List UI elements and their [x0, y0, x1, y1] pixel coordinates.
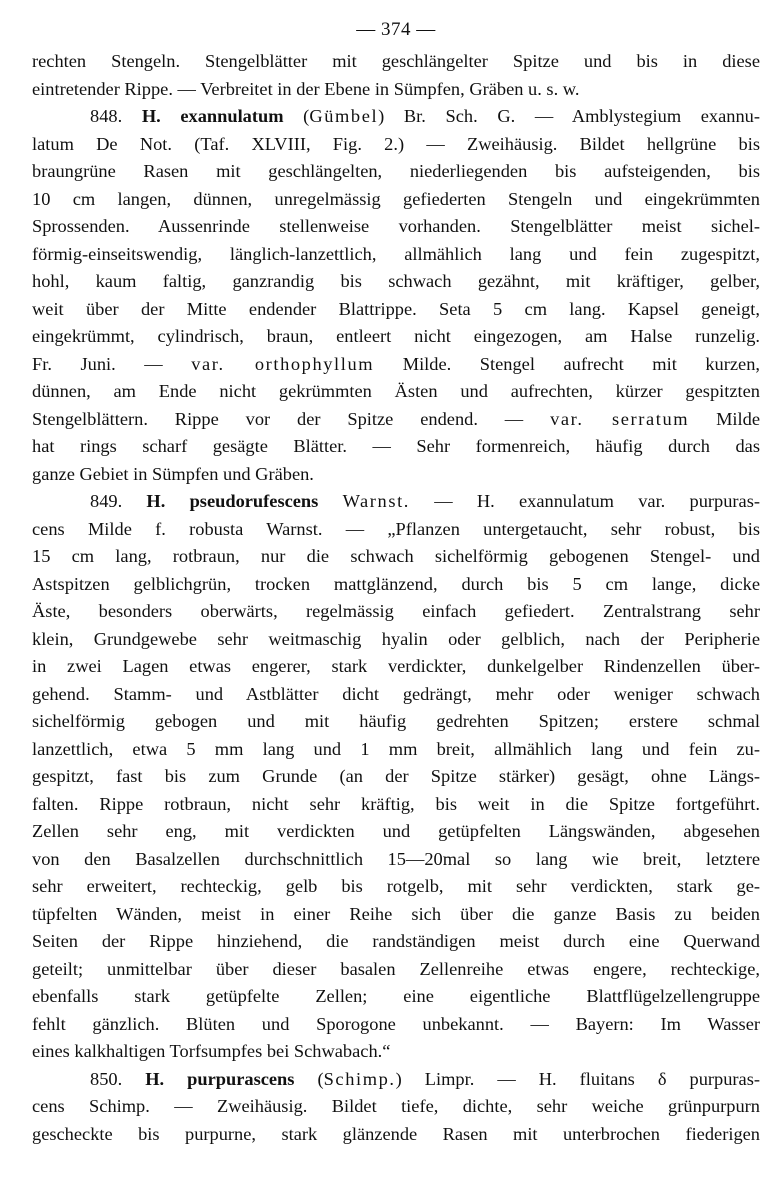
text-line	[32, 626, 760, 654]
text-line	[32, 818, 760, 846]
author-name: var. serratum	[550, 408, 690, 429]
text-segment: dünnen, am Ende nicht gekrümmten Ästen und aufrechten, kürzer gespitzten	[32, 381, 760, 401]
text-line	[32, 736, 760, 764]
species-name: H. purpurascens	[145, 1068, 295, 1089]
text-segment: Milde	[689, 408, 760, 429]
text-line	[32, 323, 760, 351]
text-segment: hat rings scharf gesägte Blätter. — Sehr formenreich, häufig durch das	[32, 436, 760, 456]
text-segment: tüpfelten Wänden, meist in einer Reihe sich über die ganze Basis zu beiden	[32, 903, 760, 924]
text-line	[32, 378, 760, 406]
body-text	[32, 48, 760, 1148]
text-segment: rechten Stengeln. Stengelblätter mit geschlängelter Spitze und bis in diese	[32, 51, 760, 71]
text-segment: braungrüne Rasen mit geschlängelten, niederliegenden bis aufsteigenden, bis	[32, 161, 760, 181]
text-line	[32, 1093, 760, 1121]
text-line	[32, 268, 760, 296]
text-segment: falten. Rippe rotbraun, nicht sehr kräftig, bis weit in die Spitze fortgeführt.	[32, 793, 760, 814]
text-segment: klein, Grundgewebe sehr weitmaschig hyalin oder gelblich, nach der Peripherie	[32, 628, 760, 649]
text-line	[32, 928, 760, 956]
text-segment: hohl, kaum faltig, ganzrandig bis schwach gezähnt, mit kräftiger, gelber,	[32, 271, 760, 291]
text-line	[32, 543, 760, 571]
text-segment: eintretender Rippe. — Verbreitet in der Ebene in Sümpfen, Gräben u. s. w.	[32, 78, 580, 99]
text-segment: 849.	[90, 491, 147, 511]
text-segment: latum De Not. (Taf. XLVIII, Fig. 2.) — Zweihäusig. Bildet hellgrüne bis	[32, 133, 760, 154]
text-segment: weit über der Mitte endender Blattrippe. Seta 5 cm lang. Kapsel geneigt,	[32, 298, 760, 319]
text-segment: ) Br. Sch. G. — Amblystegium exannu-	[378, 106, 760, 126]
text-segment: eingekrümmt, cylindrisch, braun, entleert nicht eingezogen, am Halse runzelig.	[32, 326, 760, 346]
text-segment: eines kalkhaltigen Torfsumpfes bei Schwabach.“	[32, 1041, 391, 1061]
text-segment: gehend. Stamm- und Astblätter dicht gedrängt, mehr oder weniger schwach	[32, 683, 760, 704]
text-segment: Astspitzen gelblichgrün, trocken mattglänzend, durch bis 5 cm lange, dicke	[32, 573, 760, 594]
text-line	[32, 653, 760, 681]
text-line	[32, 76, 760, 104]
text-line	[32, 213, 760, 241]
text-line	[32, 516, 760, 544]
text-segment: Seiten der Rippe hinziehend, die randständigen meist durch eine Querwand	[32, 931, 760, 951]
text-segment: cens Schimp. — Zweihäusig. Bildet tiefe, dichte, sehr weiche grünpurpurn	[32, 1096, 760, 1116]
text-segment: Äste, besonders oberwärts, regelmässig einfach gefiedert. Zentralstrang sehr	[32, 601, 760, 621]
text-line	[32, 103, 760, 131]
text-line	[32, 571, 760, 599]
text-segment: gescheckte bis purpurne, stark glänzende Rasen mit unterbrochen fiederigen	[32, 1123, 760, 1144]
text-line	[32, 296, 760, 324]
text-segment: Milde. Stengel aufrecht mit kurzen,	[374, 353, 760, 374]
text-segment: lanzettlich, etwa 5 mm lang und 1 mm breit, allmählich lang und fein zu-	[32, 738, 760, 759]
text-line	[32, 846, 760, 874]
author-name: Gümbel	[309, 106, 379, 126]
text-line	[32, 708, 760, 736]
text-segment: — H. exannulatum var. purpuras-	[410, 491, 760, 511]
text-segment: 10 cm langen, dünnen, unregelmässig gefiederten Stengeln und eingekrümmten	[32, 188, 760, 209]
text-segment: 850.	[90, 1068, 146, 1089]
text-line	[32, 1038, 760, 1066]
text-line	[32, 48, 760, 76]
text-line	[32, 461, 760, 489]
text-segment: sehr erweitert, rechteckig, gelb bis rotgelb, mit sehr verdickten, stark ge-	[32, 876, 760, 896]
text-segment: Zellen sehr eng, mit verdickten und getüpfelten Längswänden, abgesehen	[32, 821, 760, 841]
text-line	[32, 241, 760, 269]
text-segment: 848.	[90, 106, 142, 126]
text-line	[32, 351, 760, 379]
text-segment: von den Basalzellen durchschnittlich 15—20mal so lang wie breit, letztere	[32, 848, 760, 869]
species-name: H. pseudorufescens	[146, 491, 319, 511]
author-name: Warnst.	[342, 491, 410, 511]
text-line	[32, 131, 760, 159]
text-segment: förmig-einseitswendig, länglich-lanzettlich, allmählich lang und fein zugespitzt,	[32, 243, 760, 264]
text-segment: ebenfalls stark getüpfelte Zellen; eine eigentliche Blattflügelzellengruppe	[32, 986, 760, 1006]
text-segment: sichelförmig gebogen und mit häufig gedrehten Spitzen; erstere schmal	[32, 711, 760, 731]
author-name: Schimp.	[323, 1068, 396, 1089]
text-segment: Stengelblättern. Rippe vor der Spitze endend. —	[32, 408, 551, 429]
author-name: var. orthophyllum	[191, 353, 375, 374]
text-line	[32, 598, 760, 626]
text-segment: in zwei Lagen etwas engerer, stark verdickter, dunkelgelber Rindenzellen über-	[32, 656, 760, 676]
text-line	[32, 1066, 760, 1094]
text-line	[32, 763, 760, 791]
document-page	[32, 12, 760, 1188]
text-line	[32, 983, 760, 1011]
text-segment: 15 cm lang, rotbraun, nur die schwach sichelförmig gebogenen Stengel- und	[32, 546, 760, 566]
text-line	[32, 433, 760, 461]
text-segment: ) Limpr. — H. fluitans δ purpuras-	[395, 1068, 760, 1089]
text-segment: geteilt; unmittelbar über dieser basalen Zellenreihe etwas engere, rechteckige,	[32, 958, 760, 979]
text-line	[32, 681, 760, 709]
text-segment: Sprossenden. Aussenrinde stellenweise vorhanden. Stengelblätter meist sichel-	[32, 216, 760, 236]
text-segment: (	[283, 106, 310, 126]
text-line	[32, 406, 760, 434]
text-segment: Fr. Juni. —	[32, 353, 192, 374]
text-segment: fehlt gänzlich. Blüten und Sporogone unbekannt. — Bayern: Im Wasser	[32, 1013, 760, 1034]
text-line	[32, 488, 760, 516]
text-segment: cens Milde f. robusta Warnst. — „Pflanzen untergetaucht, sehr robust, bis	[32, 518, 760, 539]
text-segment: gespitzt, fast bis zum Grunde (an der Spitze stärker) gesägt, ohne Längs-	[32, 766, 760, 786]
text-segment: (	[294, 1068, 324, 1089]
text-line	[32, 158, 760, 186]
text-line	[32, 791, 760, 819]
text-segment	[318, 491, 342, 511]
text-segment: ganze Gebiet in Sümpfen und Gräben.	[32, 463, 314, 484]
text-line	[32, 956, 760, 984]
text-line	[32, 1011, 760, 1039]
species-name: H. exannulatum	[141, 106, 284, 126]
text-line	[32, 873, 760, 901]
text-line	[32, 186, 760, 214]
page-number: — 374 —	[356, 19, 436, 40]
text-line	[32, 901, 760, 929]
text-line	[32, 1121, 760, 1149]
